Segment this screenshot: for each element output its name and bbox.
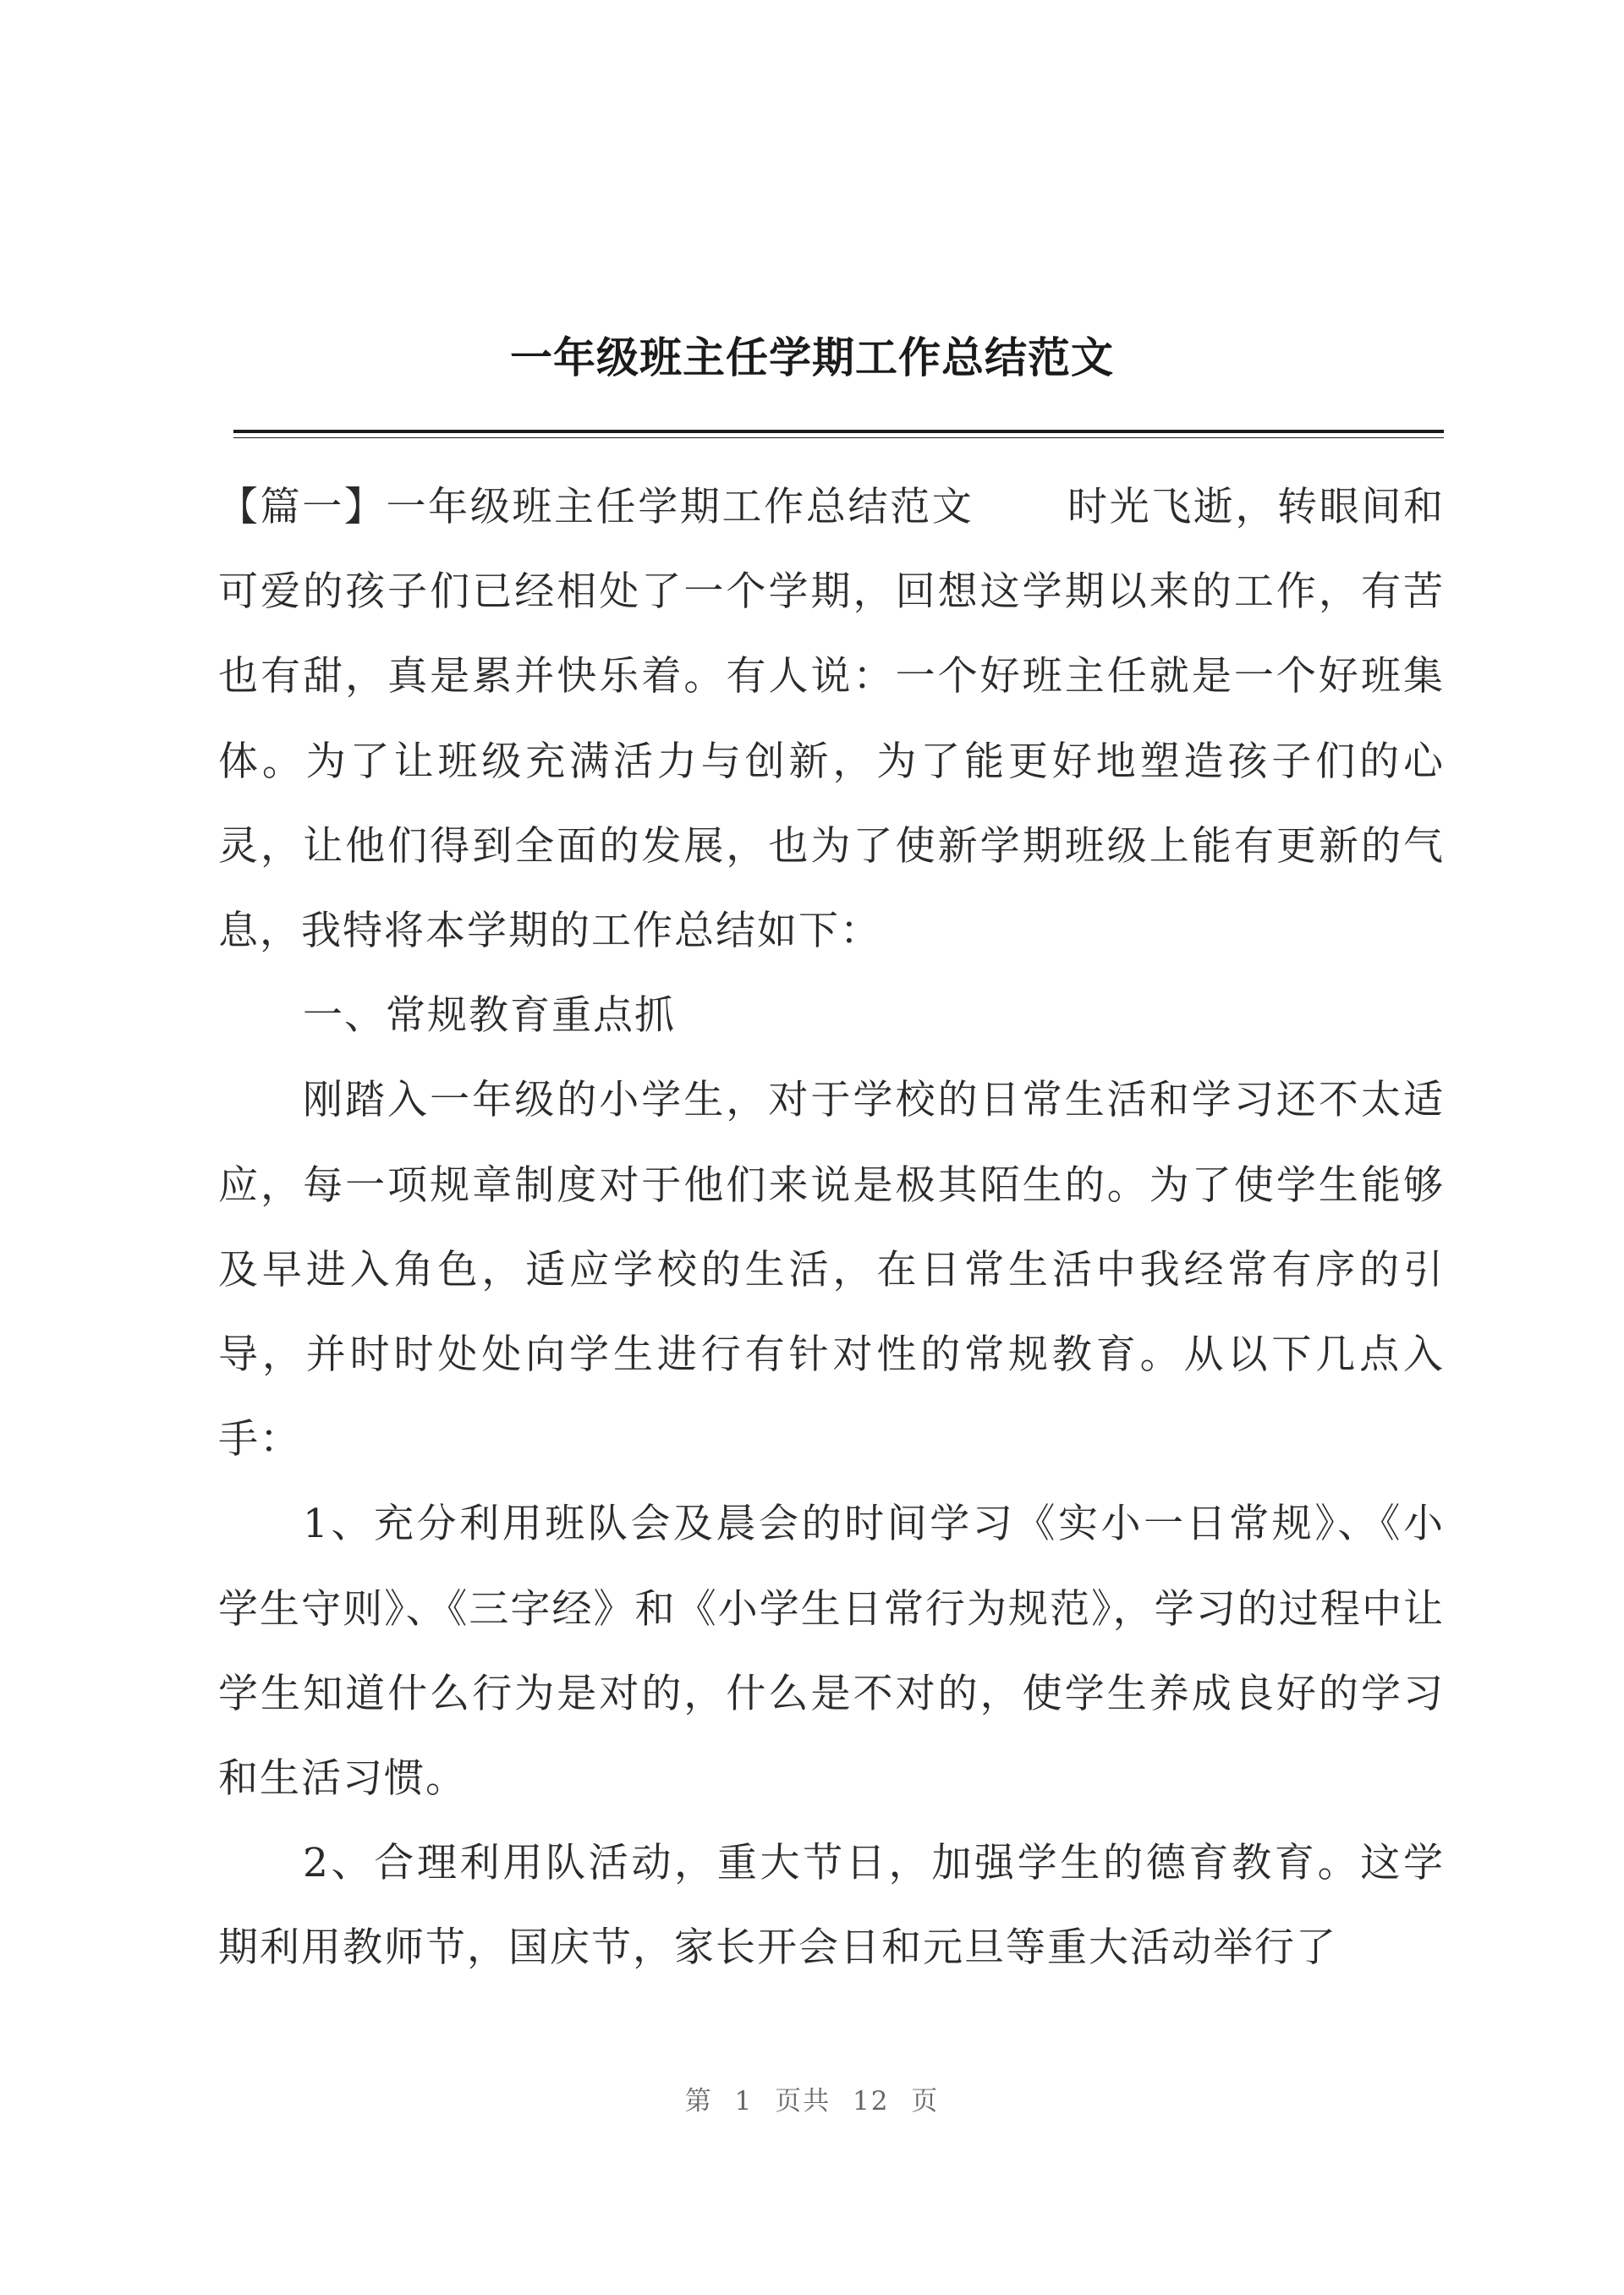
list-item-1: 1、充分利用班队会及晨会的时间学习《实小一日常规》、《小学生守则》、《三字经》和《小学生日常行为规范》，学习的过程中让学生知道什么行为是对的，什么是不对的，使学生养成良好的学习和生活习惯。 (218, 1501, 1445, 1803)
page-number-footer: 第 1 页共 12 页 (684, 2086, 940, 2117)
intro-text: 时光飞逝，转眼间和可爱的孩子们已经相处了一个学期，回想这学期以来的工作，有苦也有甜，真是累并快乐着。有人说：一个好班主任就是一个好班集体。为了让班级充满活力与创新，为了能更好地塑造孩子们的心灵，让他们得到全面的发展，也为了使新学期班级上能有更新的气息，我特将本学期的工作总结如下： (218, 484, 1446, 955)
section-paragraph: 刚踏入一年级的小学生，对于学校的日常生活和学习还不太适应，每一项规章制度对于他们来说是极其陌生的。为了使学生能够及早进入角色，适应学校的生活，在日常生活中我经常有序的引导，并时时处处向学生进行有针对性的常规教育。从以下几点入手： (218, 1077, 1445, 1463)
title-divider-thick (233, 430, 1444, 433)
intro-paragraph (218, 465, 1445, 974)
document-body (218, 465, 1445, 1991)
section-heading: 一、常规教育重点抓 (303, 992, 676, 1040)
intro-heading: 【篇一】一年级班主任学期工作总结范文 (218, 484, 974, 530)
title-divider-thin (233, 437, 1444, 438)
list-item-2: 2、合理利用队活动，重大节日，加强学生的德育教育。这学期利用教师节，国庆节，家长开会日和元旦等重大活动举行了 (218, 1840, 1445, 1972)
document-title: 一年级班主任学期工作总结范文 (510, 332, 1114, 382)
